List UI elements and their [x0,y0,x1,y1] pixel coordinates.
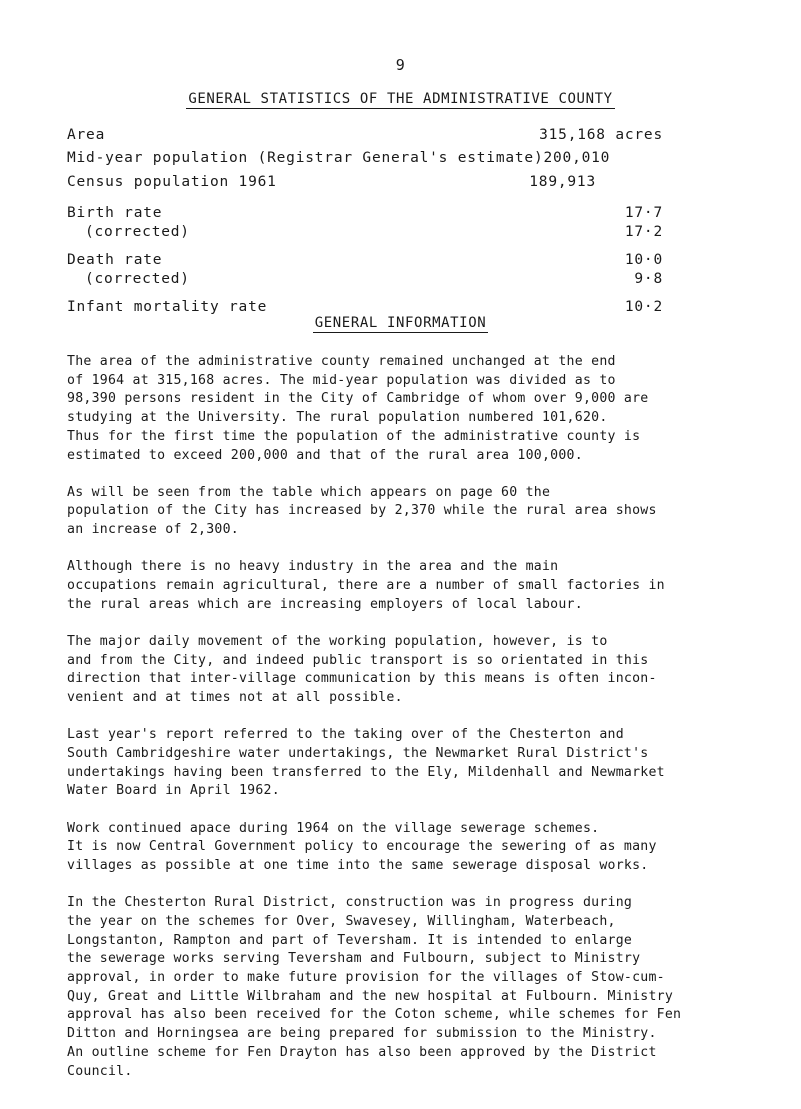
stat-value: 200,010 [543,150,611,166]
stat-row-census-population [67,174,663,196]
stat-label: Census population 1961 [67,174,277,190]
stat-label: (corrected) [85,224,190,240]
paragraph: Although there is no heavy industry in the area and the main occupations remain agricultural, there are a number of small factories in the rural areas which are increasing employers of local labour. [67,559,665,612]
stat-row-death-rate [67,252,663,271]
body-text [67,353,747,1100]
stat-label: Area [67,127,106,143]
stat-row-birth-rate [67,205,663,224]
paragraph: The area of the administrative county remained unchanged at the end of 1964 at 315,168 acres. The mid-year population was divided as to 98,390 persons resident in the City of Cambridge of whom over 9,000 are studying at the University. The rural population numbered 101,620. Thus for the first time the population of the administrative county is estimated to exceed 200,000 and that of the rural area 100,000. [67,354,649,463]
stat-value: 17·2 [624,224,663,240]
stat-value: 189,913 [529,174,596,190]
stat-row-birth-rate-corrected [67,224,663,243]
stat-value: 315,168 acres [539,127,663,143]
paragraph: In the Chesterton Rural District, construction was in progress during the year on the schemes for Over, Swavesey, Willingham, Waterbeach, Longstanton, Rampton and part of Teversham. It is intended to enlarge the sewerage works serving Teversham and Fulbourn, subject to Ministry approval, in order to make future provision for the villages of Stow-cum- Quy, Great and Little Wilbraham and the new hospital at Fulbourn. Ministry approval has also been received for the Coton scheme, while schemes for Fen Ditton and Horningsea are being prepared for submission to the Ministry. An outline scheme for Fen Drayton has also been approved by the District Council. [67,895,682,1079]
paragraph: The major daily movement of the working population, however, is to and from the City, and indeed public transport is so orientated in this direction that inter-village communication by this means is often incon- venient and at times not at all possible. [67,633,657,706]
paragraph: As will be seen from the table which appears on page 60 the population of the City has increased by 2,370 while the rural area shows an increase of 2,300. [67,484,657,538]
stat-value: 10·0 [624,252,663,268]
stat-label: (corrected) [85,271,190,287]
stat-value: 9·8 [634,271,663,287]
stat-value: 10·2 [624,299,663,315]
paragraph: Work continued apace during 1964 on the village sewerage schemes. It is now Central Government policy to encourage the sewering of as many villages as possible at one time into the same sewerage disposal works. [67,820,657,873]
paragraph: Last year's report referred to the taking over of the Chesterton and South Cambridgeshire water undertakings, the Newmarket Rural District's undertakings having been transferred to the Ely, Mildenhall and Newmarket Water Board in April 1962. [67,727,665,799]
stat-row-area [67,127,663,149]
page-number: 9 [395,56,406,74]
stat-label: Death rate [67,252,163,268]
page-title [0,91,801,109]
section-heading-text: GENERAL INFORMATION [314,315,487,331]
stat-label: Mid-year population (Registrar General's estimate) [67,150,544,166]
stat-label: Infant mortality rate [67,299,268,315]
stat-row-mid-year-population [67,150,663,173]
page-title-text: GENERAL STATISTICS OF THE ADMINISTRATIVE COUNTY [188,91,613,107]
stat-value: 17·7 [624,205,663,221]
section-heading [0,315,801,333]
stat-row-death-rate-corrected [67,271,663,290]
statistics-table [67,127,663,319]
stat-label: Birth rate [67,205,163,221]
